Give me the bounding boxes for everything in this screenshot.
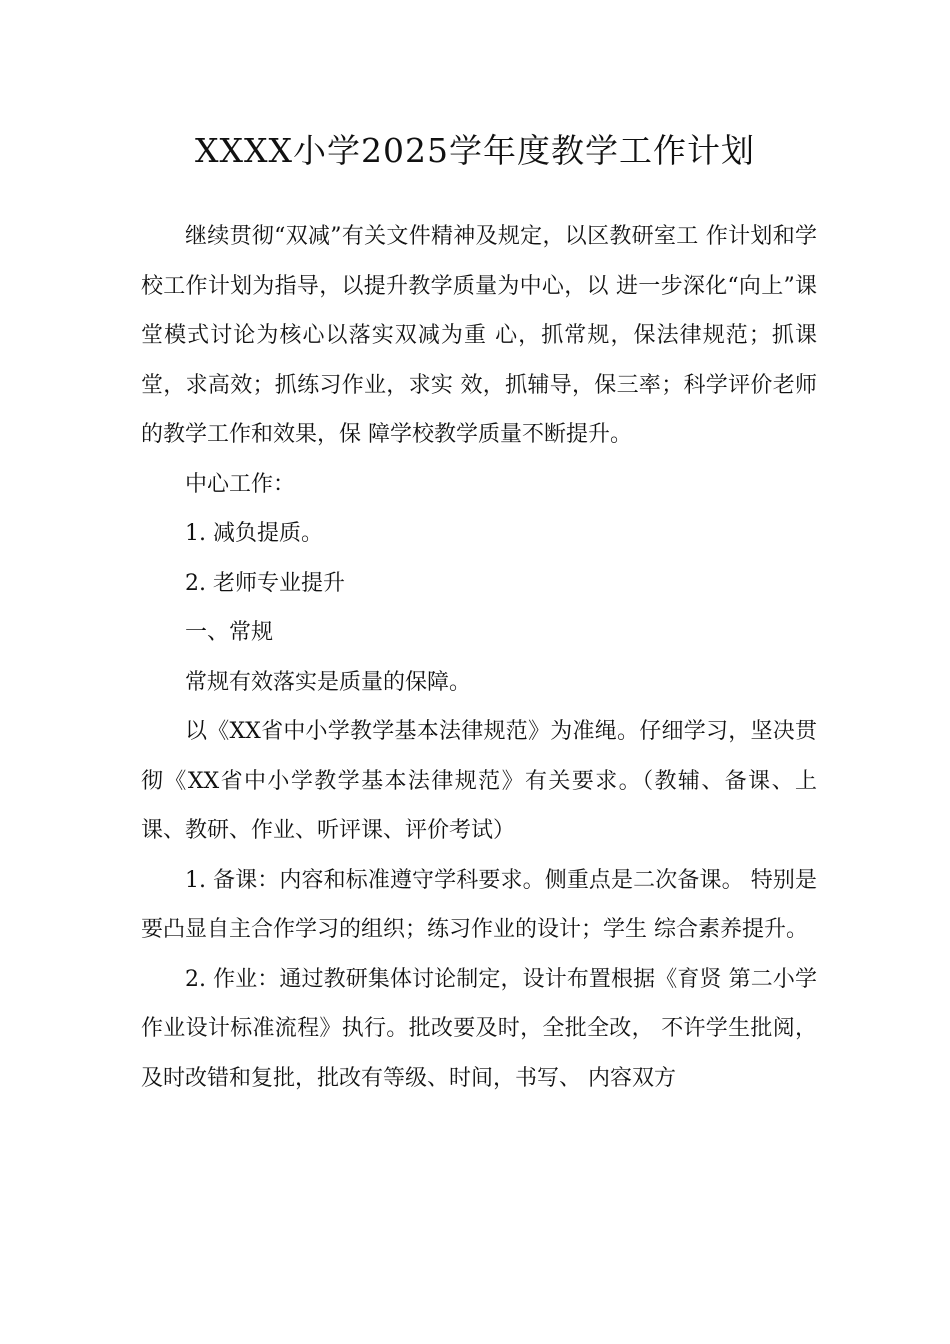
document-body: [141, 212, 817, 1103]
section-label-core-work: 中心工作：: [185, 471, 296, 497]
paragraph: 以《XX省中小学教学基本法律规范》为准绳。仔细学习，坚决贯彻《XX省中小学教学基本法律规范》有关要求。（教辅、备课、上课、教研、作业、听评课、评价考试）: [141, 719, 817, 843]
list-item: 1. 减负提质。: [185, 521, 323, 546]
paragraph: 常规有效落实是质量的保障。: [185, 669, 472, 695]
list-item: 2. 老师专业提升: [185, 570, 345, 596]
intro-paragraph: 继续贯彻“双减”有关文件精神及规定，以区教研室工 作计划和学校工作计划为指导，以提升教学质量为中心，以 进一步深化“向上”课堂模式讨论为核心以落实双减为重 心，抓常规，保法律规范；抓课堂，求高效；抓练习作业，求实 效，抓辅导，保三率；科学评价老师的教学工作和效果，保 障学校教学质量不断提升。: [141, 224, 817, 447]
document-title: XXXX小学2025学年度教学工作计划: [195, 131, 755, 170]
section-heading: 一、常规: [185, 620, 274, 645]
paragraph: 1. 备课：内容和标准遵守学科要求。侧重点是二次备课。 特别是要凸显自主合作学习的组织；练习作业的设计；学生 综合素养提升。: [141, 867, 817, 942]
paragraph: 2. 作业：通过教研集体讨论制定，设计布置根据《育贤 第二小学作业设计标准流程》执行。批改要及时，全批全改， 不许学生批阅，及时改错和复批，批改有等级、时间，书写、 内容双方: [141, 966, 817, 1091]
